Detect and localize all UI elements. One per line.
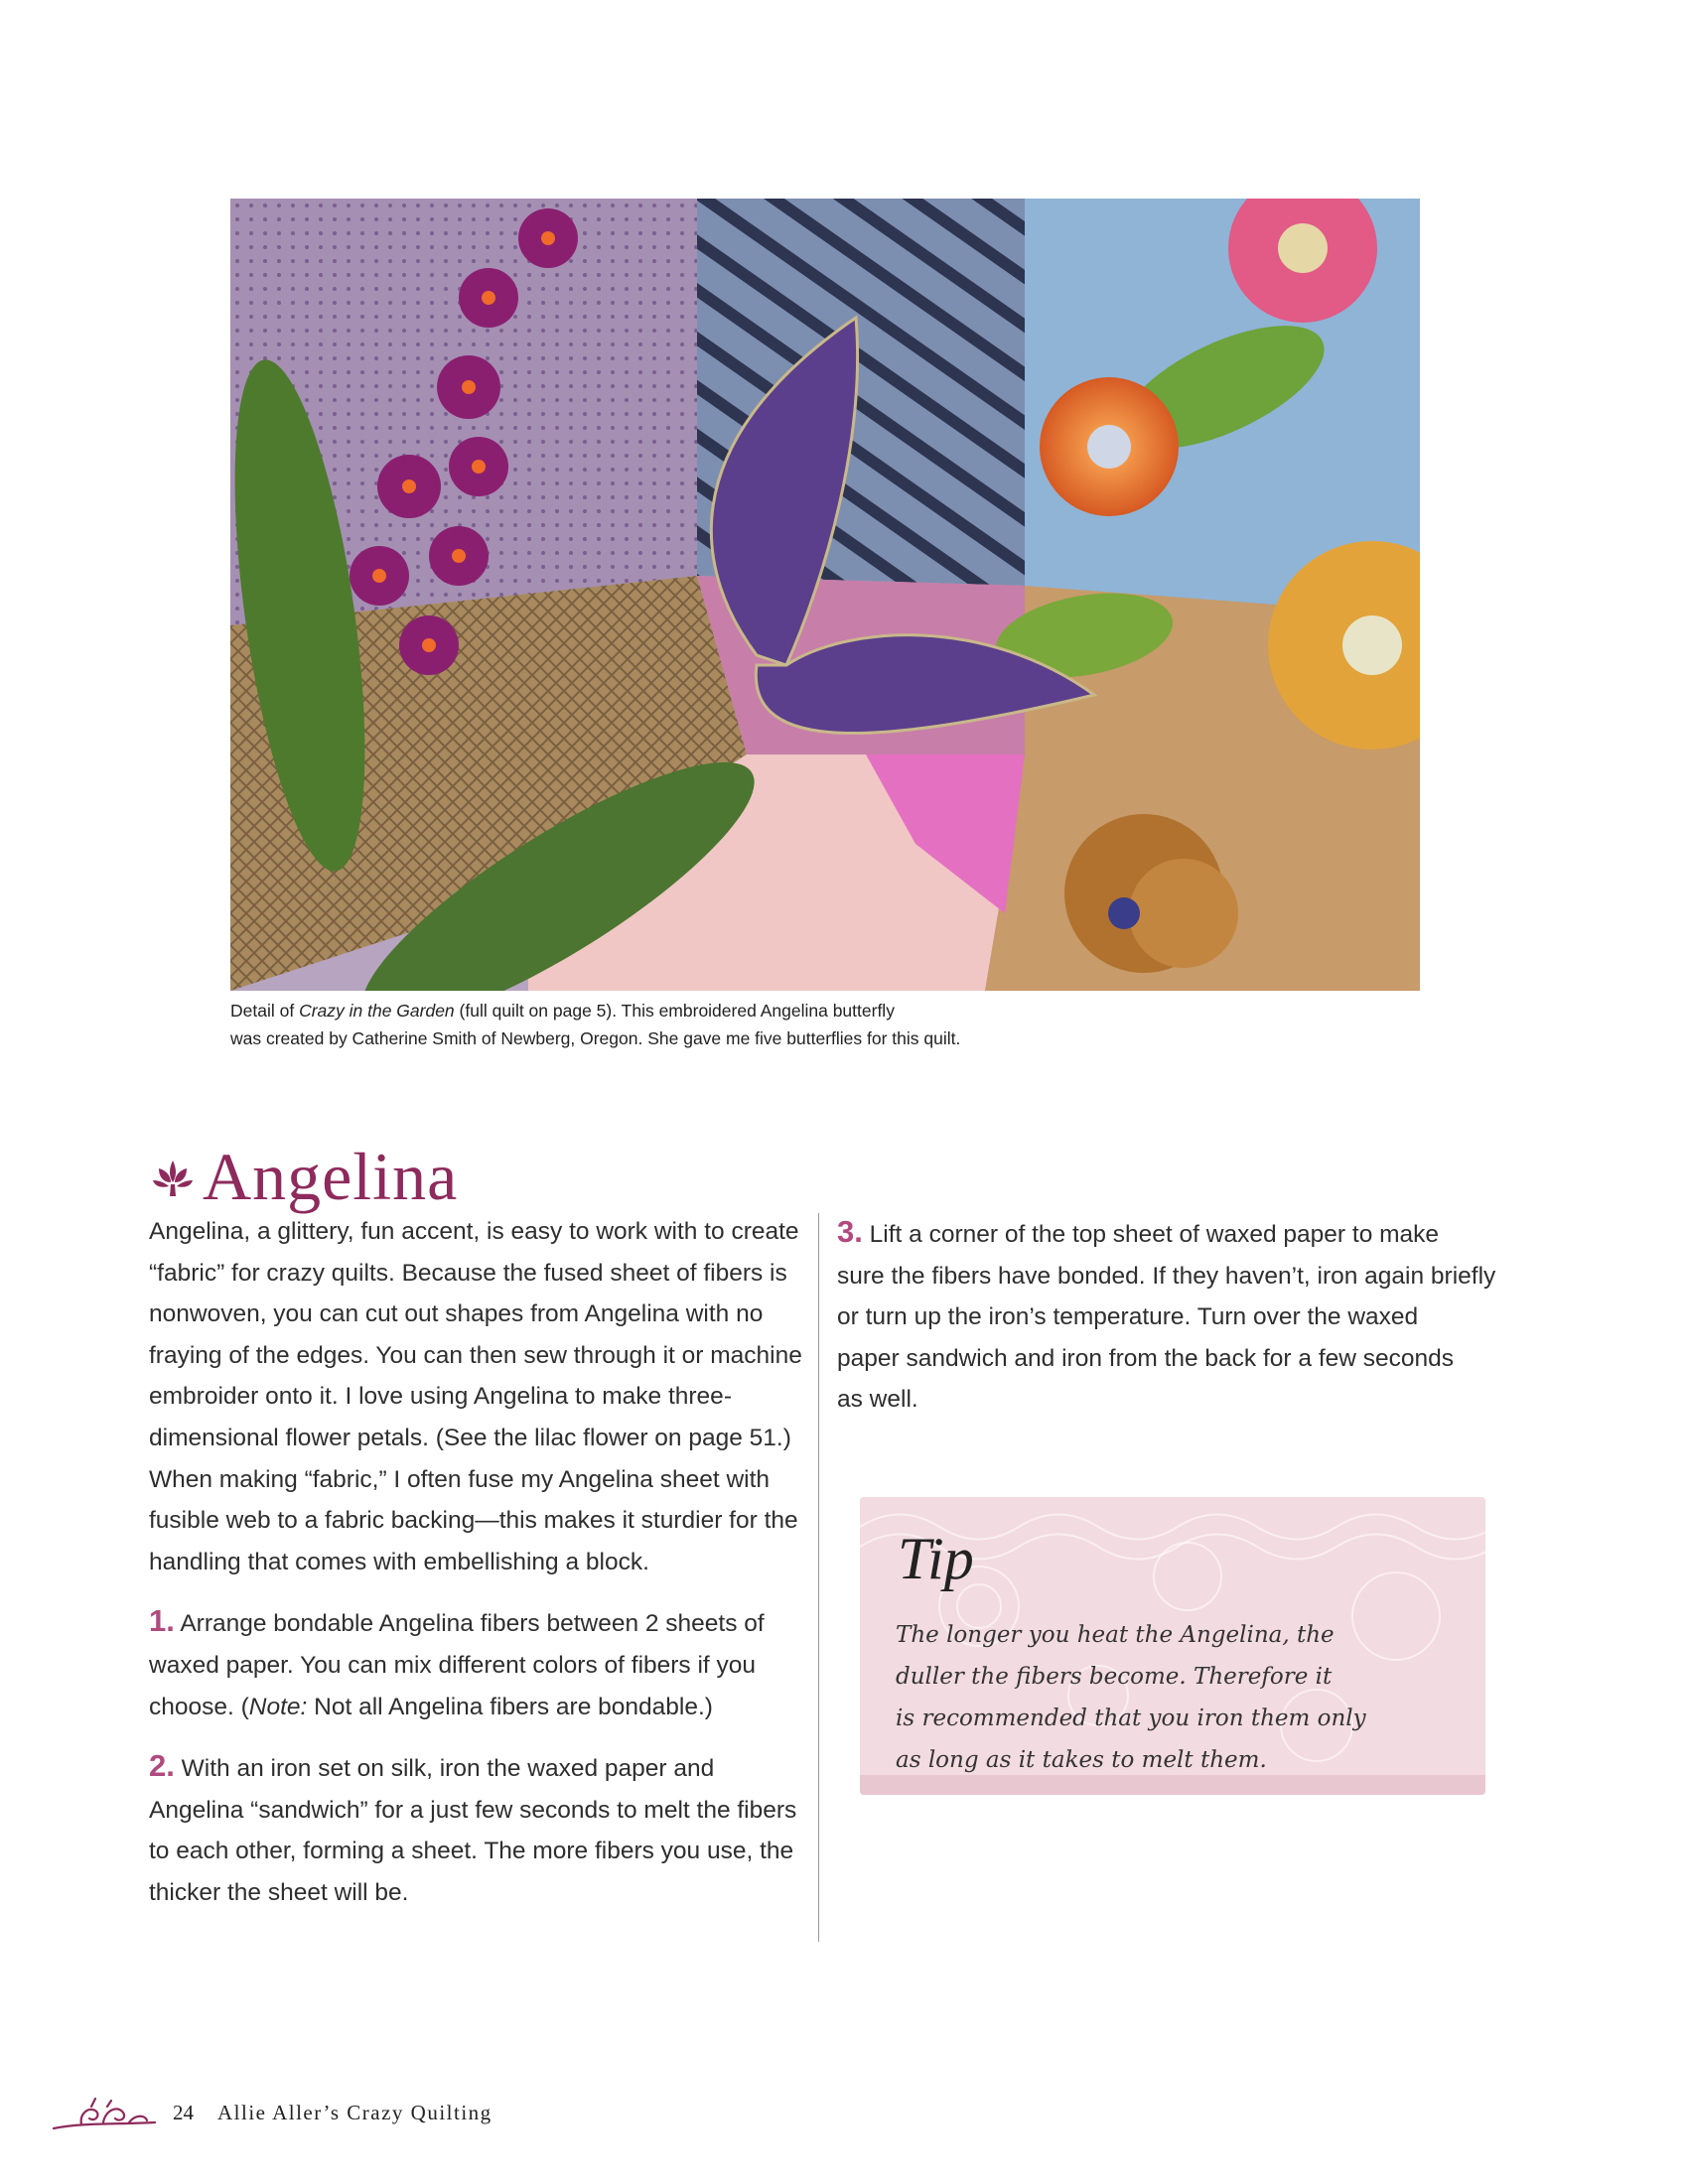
step-3-number: 3. bbox=[837, 1214, 863, 1249]
caption-quilt-title: Crazy in the Garden bbox=[299, 1001, 455, 1021]
step-1-text: choose. ( bbox=[149, 1693, 249, 1720]
note-label: Note: bbox=[248, 1693, 308, 1720]
tip-body bbox=[896, 1614, 1472, 1781]
tip-title: Tip bbox=[898, 1526, 974, 1591]
intro-line: handling that comes with embellishing a block. bbox=[149, 1548, 649, 1575]
caption-text: (full quilt on page 5). This embroidered Angelina butterfly bbox=[454, 1001, 895, 1021]
step-3-line: or turn up the iron’s temperature. Turn over the waxed bbox=[837, 1303, 1419, 1331]
intro-line: nonwoven, you can cut out shapes from Angelina with no bbox=[149, 1300, 764, 1328]
lotus-flower-icon bbox=[149, 1153, 197, 1200]
step-1 bbox=[149, 1600, 804, 1727]
column-divider bbox=[818, 1213, 819, 1942]
step-2-number: 2. bbox=[149, 1748, 175, 1784]
step-3 bbox=[837, 1211, 1496, 1421]
step-2-line: to each other, forming a sheet. The more fibers you use, the bbox=[149, 1838, 794, 1865]
intro-line: embroider onto it. I love using Angelina to make three- bbox=[149, 1383, 732, 1411]
step-2-line bbox=[149, 1745, 804, 1790]
left-column bbox=[149, 1211, 804, 1932]
step-1-text: Arrange bondable Angelina fibers between 2 sheets of bbox=[174, 1610, 765, 1638]
step-2-line: thicker the sheet will be. bbox=[149, 1878, 409, 1906]
step-3-line: sure the fibers have bonded. If they haven’t, iron again briefly bbox=[837, 1262, 1496, 1290]
intro-line: When making “fabric,” I often fuse my Angelina sheet with bbox=[149, 1465, 771, 1493]
caption-text: Detail of bbox=[230, 1001, 300, 1021]
right-column bbox=[837, 1211, 1496, 1438]
intro-line: fusible web to a fabric backing—this makes it sturdier for the bbox=[149, 1507, 798, 1535]
intro-line: fraying of the edges. You can then sew through it or machine bbox=[149, 1341, 802, 1369]
tip-line: as long as it takes to melt them. bbox=[896, 1747, 1267, 1773]
step-3-line: paper sandwich and iron from the back for a few seconds bbox=[837, 1344, 1455, 1372]
step-3-line bbox=[837, 1211, 1492, 1256]
intro-line: Angelina, a glittery, fun accent, is easy to work with to create bbox=[149, 1218, 799, 1245]
intro-line: dimensional flower petals. (See the lilac flower on page 51.) bbox=[149, 1424, 791, 1451]
photo-caption bbox=[230, 997, 1223, 1052]
swirl-ornament-icon bbox=[52, 2093, 159, 2132]
section-heading bbox=[149, 1132, 458, 1221]
step-1-line bbox=[149, 1687, 804, 1728]
tip-line: is recommended that you iron them only bbox=[896, 1706, 1366, 1731]
step-2-line: Angelina “sandwich” for a just few seconds to melt the fibers bbox=[149, 1796, 797, 1824]
step-2-text: With an iron set on silk, iron the waxed paper and bbox=[174, 1755, 715, 1783]
caption-line-1 bbox=[230, 997, 1223, 1024]
book-title: Allie Aller’s Crazy Quilting bbox=[217, 2100, 492, 2124]
quilt-photo bbox=[230, 199, 1420, 991]
intro-line: “fabric” for crazy quilts. Because the fused sheet of fibers is bbox=[149, 1259, 787, 1287]
intro-paragraph bbox=[149, 1211, 804, 1582]
tip-line: duller the fibers become. Therefore it bbox=[896, 1664, 1333, 1690]
step-2 bbox=[149, 1745, 804, 1913]
page-number: 24 bbox=[173, 2100, 194, 2124]
page-footer bbox=[52, 2093, 492, 2132]
step-1-text: Not all Angelina fibers are bondable.) bbox=[307, 1693, 713, 1720]
tip-box bbox=[860, 1497, 1485, 1795]
step-3-line: as well. bbox=[837, 1386, 918, 1414]
step-3-text: Lift a corner of the top sheet of waxed paper to make bbox=[862, 1221, 1440, 1248]
step-1-line bbox=[149, 1600, 804, 1645]
step-1-number: 1. bbox=[149, 1603, 175, 1639]
quilt-detail-photo bbox=[230, 199, 1420, 991]
section-title: Angelina bbox=[203, 1138, 459, 1214]
tip-line: The longer you heat the Angelina, the bbox=[896, 1622, 1335, 1648]
step-1-line: waxed paper. You can mix different colors of fibers if you bbox=[149, 1651, 757, 1679]
caption-line-2: was created by Catherine Smith of Newberg, Oregon. She gave me five butterflies for this quilt. bbox=[230, 1028, 961, 1048]
